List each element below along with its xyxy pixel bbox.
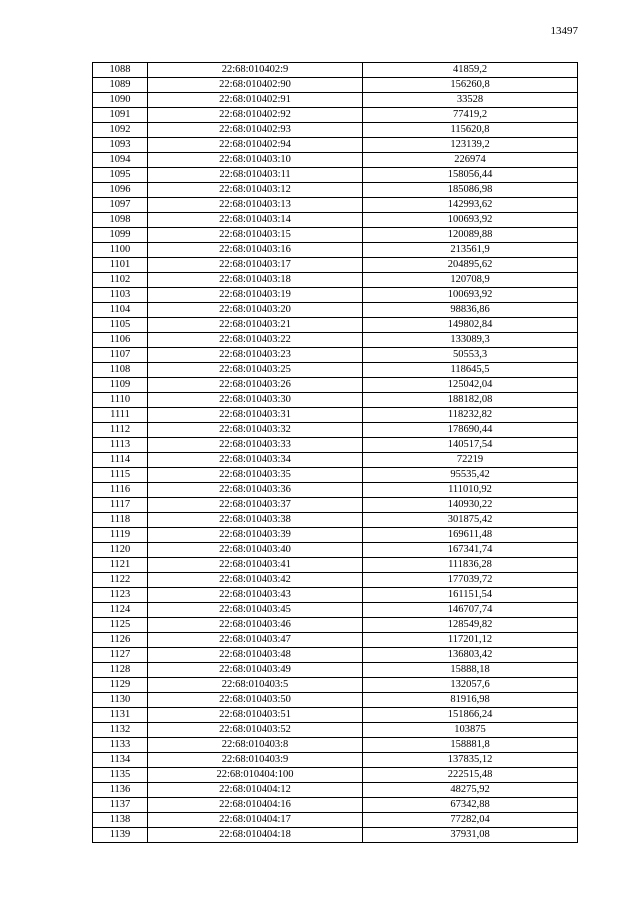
cadastral-number-cell: 22:68:010403:23	[148, 348, 363, 363]
row-number-cell: 1137	[93, 798, 148, 813]
cadastral-number-cell: 22:68:010403:18	[148, 273, 363, 288]
table-row	[93, 633, 578, 648]
cadastral-number-cell: 22:68:010403:8	[148, 738, 363, 753]
cadastral-number-cell: 22:68:010403:10	[148, 153, 363, 168]
row-number-cell: 1131	[93, 708, 148, 723]
table-row	[93, 573, 578, 588]
table-row	[93, 513, 578, 528]
value-cell: 77282,04	[363, 813, 578, 828]
page-number: 13497	[550, 25, 578, 37]
value-cell: 77419,2	[363, 108, 578, 123]
table-row	[93, 498, 578, 513]
value-cell: 95535,42	[363, 468, 578, 483]
value-cell: 301875,42	[363, 513, 578, 528]
table-row	[93, 738, 578, 753]
cadastral-number-cell: 22:68:010403:21	[148, 318, 363, 333]
table-row	[93, 168, 578, 183]
cadastral-number-cell: 22:68:010404:18	[148, 828, 363, 843]
row-number-cell: 1128	[93, 663, 148, 678]
table-row	[93, 648, 578, 663]
value-cell: 115620,8	[363, 123, 578, 138]
cadastral-number-cell: 22:68:010403:19	[148, 288, 363, 303]
cadastral-number-cell: 22:68:010403:52	[148, 723, 363, 738]
row-number-cell: 1099	[93, 228, 148, 243]
cadastral-number-cell: 22:68:010403:12	[148, 183, 363, 198]
table-row	[93, 588, 578, 603]
row-number-cell: 1132	[93, 723, 148, 738]
table-row	[93, 348, 578, 363]
cadastral-number-cell: 22:68:010404:100	[148, 768, 363, 783]
table-row	[93, 783, 578, 798]
value-cell: 158056,44	[363, 168, 578, 183]
row-number-cell: 1135	[93, 768, 148, 783]
table-row	[93, 663, 578, 678]
row-number-cell: 1125	[93, 618, 148, 633]
row-number-cell: 1101	[93, 258, 148, 273]
cadastral-number-cell: 22:68:010402:94	[148, 138, 363, 153]
row-number-cell: 1095	[93, 168, 148, 183]
table-row	[93, 393, 578, 408]
row-number-cell: 1088	[93, 63, 148, 78]
table-row	[93, 618, 578, 633]
value-cell: 132057,6	[363, 678, 578, 693]
value-cell: 188182,08	[363, 393, 578, 408]
value-cell: 100693,92	[363, 288, 578, 303]
cadastral-number-cell: 22:68:010403:11	[148, 168, 363, 183]
value-cell: 67342,88	[363, 798, 578, 813]
cadastral-number-cell: 22:68:010403:15	[148, 228, 363, 243]
cadastral-number-cell: 22:68:010403:38	[148, 513, 363, 528]
value-cell: 117201,12	[363, 633, 578, 648]
cadastral-number-cell: 22:68:010403:49	[148, 663, 363, 678]
row-number-cell: 1097	[93, 198, 148, 213]
row-number-cell: 1138	[93, 813, 148, 828]
row-number-cell: 1108	[93, 363, 148, 378]
cadastral-number-cell: 22:68:010404:17	[148, 813, 363, 828]
row-number-cell: 1122	[93, 573, 148, 588]
value-cell: 48275,92	[363, 783, 578, 798]
table-row	[93, 288, 578, 303]
value-cell: 81916,98	[363, 693, 578, 708]
value-cell: 149802,84	[363, 318, 578, 333]
row-number-cell: 1100	[93, 243, 148, 258]
value-cell: 140930,22	[363, 498, 578, 513]
table-row	[93, 813, 578, 828]
table-row	[93, 138, 578, 153]
table-row	[93, 678, 578, 693]
cadastral-number-cell: 22:68:010403:48	[148, 648, 363, 663]
row-number-cell: 1133	[93, 738, 148, 753]
table-row	[93, 603, 578, 618]
table-row	[93, 333, 578, 348]
row-number-cell: 1111	[93, 408, 148, 423]
row-number-cell: 1139	[93, 828, 148, 843]
cadastral-number-cell: 22:68:010403:36	[148, 483, 363, 498]
row-number-cell: 1136	[93, 783, 148, 798]
cadastral-number-cell: 22:68:010403:22	[148, 333, 363, 348]
value-cell: 125042,04	[363, 378, 578, 393]
row-number-cell: 1124	[93, 603, 148, 618]
row-number-cell: 1121	[93, 558, 148, 573]
cadastral-number-cell: 22:68:010403:45	[148, 603, 363, 618]
cadastral-number-cell: 22:68:010403:40	[148, 543, 363, 558]
cadastral-number-cell: 22:68:010403:43	[148, 588, 363, 603]
value-cell: 151866,24	[363, 708, 578, 723]
row-number-cell: 1119	[93, 528, 148, 543]
table-row	[93, 228, 578, 243]
value-cell: 50553,3	[363, 348, 578, 363]
table-row	[93, 408, 578, 423]
row-number-cell: 1120	[93, 543, 148, 558]
table-row	[93, 693, 578, 708]
table-row	[93, 213, 578, 228]
table-row	[93, 798, 578, 813]
table-row	[93, 123, 578, 138]
cadastral-number-cell: 22:68:010403:31	[148, 408, 363, 423]
row-number-cell: 1092	[93, 123, 148, 138]
row-number-cell: 1090	[93, 93, 148, 108]
table-row	[93, 78, 578, 93]
cadastral-number-cell: 22:68:010403:33	[148, 438, 363, 453]
cadastral-number-cell: 22:68:010403:16	[148, 243, 363, 258]
value-cell: 161151,54	[363, 588, 578, 603]
row-number-cell: 1114	[93, 453, 148, 468]
table-row	[93, 468, 578, 483]
cadastral-number-cell: 22:68:010402:92	[148, 108, 363, 123]
table-row	[93, 558, 578, 573]
value-cell: 100693,92	[363, 213, 578, 228]
value-cell: 146707,74	[363, 603, 578, 618]
value-cell: 140517,54	[363, 438, 578, 453]
row-number-cell: 1105	[93, 318, 148, 333]
cadastral-number-cell: 22:68:010403:39	[148, 528, 363, 543]
cadastral-number-cell: 22:68:010403:32	[148, 423, 363, 438]
table-row	[93, 723, 578, 738]
table-row	[93, 363, 578, 378]
value-cell: 98836,86	[363, 303, 578, 318]
row-number-cell: 1098	[93, 213, 148, 228]
row-number-cell: 1117	[93, 498, 148, 513]
cadastral-number-cell: 22:68:010403:37	[148, 498, 363, 513]
value-cell: 118645,5	[363, 363, 578, 378]
row-number-cell: 1127	[93, 648, 148, 663]
cadastral-number-cell: 22:68:010403:5	[148, 678, 363, 693]
cadastral-number-cell: 22:68:010403:41	[148, 558, 363, 573]
cadastral-number-cell: 22:68:010403:26	[148, 378, 363, 393]
row-number-cell: 1089	[93, 78, 148, 93]
row-number-cell: 1110	[93, 393, 148, 408]
value-cell: 213561,9	[363, 243, 578, 258]
cadastral-number-cell: 22:68:010403:17	[148, 258, 363, 273]
value-cell: 103875	[363, 723, 578, 738]
value-cell: 123139,2	[363, 138, 578, 153]
row-number-cell: 1130	[93, 693, 148, 708]
row-number-cell: 1115	[93, 468, 148, 483]
cadastral-number-cell: 22:68:010404:12	[148, 783, 363, 798]
value-cell: 128549,82	[363, 618, 578, 633]
value-cell: 204895,62	[363, 258, 578, 273]
row-number-cell: 1116	[93, 483, 148, 498]
row-number-cell: 1107	[93, 348, 148, 363]
value-cell: 137835,12	[363, 753, 578, 768]
value-cell: 120089,88	[363, 228, 578, 243]
table-row	[93, 768, 578, 783]
table-row	[93, 153, 578, 168]
row-number-cell: 1102	[93, 273, 148, 288]
cadastral-number-cell: 22:68:010402:90	[148, 78, 363, 93]
cadastral-number-cell: 22:68:010403:20	[148, 303, 363, 318]
value-cell: 185086,98	[363, 183, 578, 198]
cadastral-number-cell: 22:68:010403:46	[148, 618, 363, 633]
cadastral-number-cell: 22:68:010403:30	[148, 393, 363, 408]
cadastral-number-cell: 22:68:010403:13	[148, 198, 363, 213]
value-cell: 167341,74	[363, 543, 578, 558]
row-number-cell: 1126	[93, 633, 148, 648]
value-cell: 158881,8	[363, 738, 578, 753]
table-body	[93, 63, 578, 843]
row-number-cell: 1112	[93, 423, 148, 438]
value-cell: 72219	[363, 453, 578, 468]
table-row	[93, 483, 578, 498]
value-cell: 118232,82	[363, 408, 578, 423]
table-row	[93, 708, 578, 723]
cadastral-number-cell: 22:68:010402:91	[148, 93, 363, 108]
row-number-cell: 1104	[93, 303, 148, 318]
value-cell: 120708,9	[363, 273, 578, 288]
value-cell: 111010,92	[363, 483, 578, 498]
value-cell: 142993,62	[363, 198, 578, 213]
row-number-cell: 1109	[93, 378, 148, 393]
table-row	[93, 753, 578, 768]
value-cell: 37931,08	[363, 828, 578, 843]
row-number-cell: 1123	[93, 588, 148, 603]
table-row	[93, 303, 578, 318]
table-row	[93, 828, 578, 843]
value-cell: 156260,8	[363, 78, 578, 93]
value-cell: 178690,44	[363, 423, 578, 438]
table-row	[93, 438, 578, 453]
table-row	[93, 93, 578, 108]
row-number-cell: 1096	[93, 183, 148, 198]
value-cell: 111836,28	[363, 558, 578, 573]
table-row	[93, 378, 578, 393]
table-row	[93, 453, 578, 468]
row-number-cell: 1134	[93, 753, 148, 768]
cadastral-number-cell: 22:68:010403:42	[148, 573, 363, 588]
cadastral-number-cell: 22:68:010403:34	[148, 453, 363, 468]
row-number-cell: 1129	[93, 678, 148, 693]
table-row	[93, 318, 578, 333]
value-cell: 41859,2	[363, 63, 578, 78]
value-cell: 177039,72	[363, 573, 578, 588]
cadastral-number-cell: 22:68:010403:35	[148, 468, 363, 483]
table-row	[93, 258, 578, 273]
row-number-cell: 1118	[93, 513, 148, 528]
value-cell: 33528	[363, 93, 578, 108]
row-number-cell: 1091	[93, 108, 148, 123]
cadastral-number-cell: 22:68:010402:93	[148, 123, 363, 138]
cadastral-number-cell: 22:68:010403:47	[148, 633, 363, 648]
value-cell: 226974	[363, 153, 578, 168]
table-row	[93, 423, 578, 438]
cadastral-number-cell: 22:68:010403:50	[148, 693, 363, 708]
row-number-cell: 1094	[93, 153, 148, 168]
value-cell: 222515,48	[363, 768, 578, 783]
table-row	[93, 528, 578, 543]
table-row	[93, 243, 578, 258]
cadastral-number-cell: 22:68:010403:9	[148, 753, 363, 768]
cadastral-number-cell: 22:68:010403:51	[148, 708, 363, 723]
table-row	[93, 543, 578, 558]
row-number-cell: 1103	[93, 288, 148, 303]
cadastral-table	[92, 62, 578, 843]
value-cell: 136803,42	[363, 648, 578, 663]
table-row	[93, 198, 578, 213]
table-row	[93, 108, 578, 123]
row-number-cell: 1093	[93, 138, 148, 153]
value-cell: 133089,3	[363, 333, 578, 348]
cadastral-number-cell: 22:68:010403:14	[148, 213, 363, 228]
table-row	[93, 183, 578, 198]
table-row	[93, 63, 578, 78]
table-row	[93, 273, 578, 288]
row-number-cell: 1113	[93, 438, 148, 453]
row-number-cell: 1106	[93, 333, 148, 348]
cadastral-number-cell: 22:68:010402:9	[148, 63, 363, 78]
value-cell: 15888,18	[363, 663, 578, 678]
value-cell: 169611,48	[363, 528, 578, 543]
cadastral-number-cell: 22:68:010404:16	[148, 798, 363, 813]
cadastral-number-cell: 22:68:010403:25	[148, 363, 363, 378]
